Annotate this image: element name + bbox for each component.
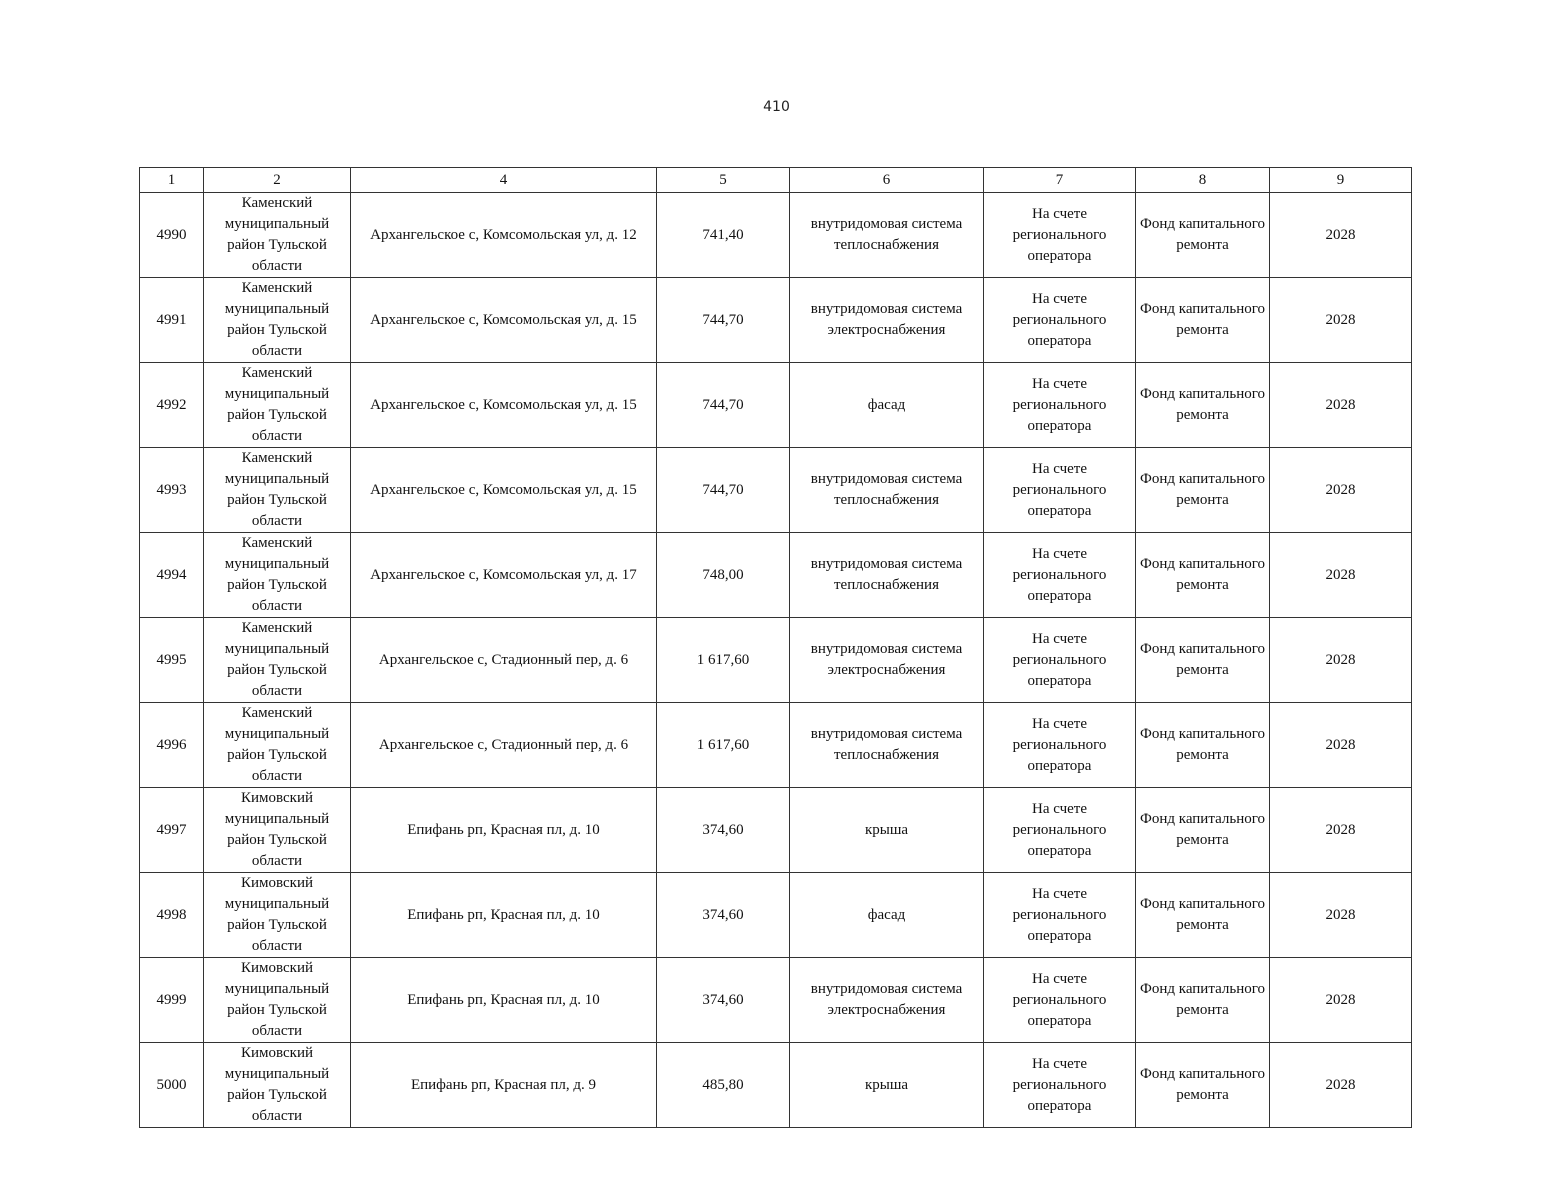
- planned-year-cell: 2028: [1270, 448, 1412, 533]
- repair-type-cell: крыша: [790, 788, 984, 873]
- column-header: 5: [657, 168, 790, 193]
- column-header: 2: [204, 168, 351, 193]
- account-method-cell: На счете регионального оператора: [984, 533, 1136, 618]
- area-cell: 741,40: [657, 193, 790, 278]
- column-header: 1: [140, 168, 204, 193]
- address-cell: Епифань рп, Красная пл, д. 10: [351, 958, 657, 1043]
- account-method-cell: На счете регионального оператора: [984, 278, 1136, 363]
- table-row: [140, 193, 1412, 278]
- area-cell: 744,70: [657, 278, 790, 363]
- district-cell: Кимовский муниципальный район Тульской области: [204, 958, 351, 1043]
- area-cell: 1 617,60: [657, 703, 790, 788]
- fund-owner-cell: Фонд капитального ремонта: [1136, 1043, 1270, 1128]
- address-cell: Архангельское с, Комсомольская ул, д. 17: [351, 533, 657, 618]
- fund-owner-cell: Фонд капитального ремонта: [1136, 193, 1270, 278]
- district-cell: Кимовский муниципальный район Тульской области: [204, 1043, 351, 1128]
- fund-owner-cell: Фонд капитального ремонта: [1136, 703, 1270, 788]
- account-method-cell: На счете регионального оператора: [984, 448, 1136, 533]
- area-cell: 374,60: [657, 873, 790, 958]
- table-row: [140, 1043, 1412, 1128]
- table-row: [140, 873, 1412, 958]
- row-number-cell: 4993: [140, 448, 204, 533]
- planned-year-cell: 2028: [1270, 873, 1412, 958]
- address-cell: Епифань рп, Красная пл, д. 9: [351, 1043, 657, 1128]
- planned-year-cell: 2028: [1270, 788, 1412, 873]
- district-cell: Кимовский муниципальный район Тульской области: [204, 788, 351, 873]
- table-row: [140, 363, 1412, 448]
- fund-owner-cell: Фонд капитального ремонта: [1136, 448, 1270, 533]
- fund-owner-cell: Фонд капитального ремонта: [1136, 533, 1270, 618]
- row-number-cell: 4992: [140, 363, 204, 448]
- column-header: 9: [1270, 168, 1412, 193]
- district-cell: Каменский муниципальный район Тульской области: [204, 363, 351, 448]
- repair-type-cell: внутридомовая система электроснабжения: [790, 958, 984, 1043]
- fund-owner-cell: Фонд капитального ремонта: [1136, 788, 1270, 873]
- table-row: [140, 703, 1412, 788]
- account-method-cell: На счете регионального оператора: [984, 193, 1136, 278]
- row-number-cell: 4996: [140, 703, 204, 788]
- district-cell: Кимовский муниципальный район Тульской области: [204, 873, 351, 958]
- fund-owner-cell: Фонд капитального ремонта: [1136, 618, 1270, 703]
- repair-type-cell: фасад: [790, 873, 984, 958]
- area-cell: 374,60: [657, 958, 790, 1043]
- address-cell: Архангельское с, Комсомольская ул, д. 12: [351, 193, 657, 278]
- district-cell: Каменский муниципальный район Тульской области: [204, 533, 351, 618]
- district-cell: Каменский муниципальный район Тульской области: [204, 278, 351, 363]
- repair-type-cell: внутридомовая система теплоснабжения: [790, 448, 984, 533]
- area-cell: 374,60: [657, 788, 790, 873]
- area-cell: 485,80: [657, 1043, 790, 1128]
- row-number-cell: 4991: [140, 278, 204, 363]
- row-number-cell: 4990: [140, 193, 204, 278]
- address-cell: Епифань рп, Красная пл, д. 10: [351, 873, 657, 958]
- account-method-cell: На счете регионального оператора: [984, 618, 1136, 703]
- account-method-cell: На счете регионального оператора: [984, 958, 1136, 1043]
- repair-type-cell: фасад: [790, 363, 984, 448]
- row-number-cell: 4998: [140, 873, 204, 958]
- planned-year-cell: 2028: [1270, 363, 1412, 448]
- account-method-cell: На счете регионального оператора: [984, 873, 1136, 958]
- area-cell: 744,70: [657, 448, 790, 533]
- address-cell: Архангельское с, Комсомольская ул, д. 15: [351, 448, 657, 533]
- account-method-cell: На счете регионального оператора: [984, 1043, 1136, 1128]
- planned-year-cell: 2028: [1270, 618, 1412, 703]
- row-number-cell: 4995: [140, 618, 204, 703]
- repair-type-cell: внутридомовая система электроснабжения: [790, 278, 984, 363]
- planned-year-cell: 2028: [1270, 958, 1412, 1043]
- table-row: [140, 618, 1412, 703]
- header-row: [140, 168, 1412, 193]
- address-cell: Архангельское с, Стадионный пер, д. 6: [351, 618, 657, 703]
- account-method-cell: На счете регионального оператора: [984, 703, 1136, 788]
- planned-year-cell: 2028: [1270, 193, 1412, 278]
- column-header: 8: [1136, 168, 1270, 193]
- row-number-cell: 4997: [140, 788, 204, 873]
- area-cell: 1 617,60: [657, 618, 790, 703]
- page-number: 410: [763, 99, 790, 115]
- address-cell: Архангельское с, Комсомольская ул, д. 15: [351, 363, 657, 448]
- district-cell: Каменский муниципальный район Тульской области: [204, 703, 351, 788]
- area-cell: 744,70: [657, 363, 790, 448]
- address-cell: Епифань рп, Красная пл, д. 10: [351, 788, 657, 873]
- repair-type-cell: внутридомовая система теплоснабжения: [790, 533, 984, 618]
- area-cell: 748,00: [657, 533, 790, 618]
- address-cell: Архангельское с, Комсомольская ул, д. 15: [351, 278, 657, 363]
- planned-year-cell: 2028: [1270, 278, 1412, 363]
- district-cell: Каменский муниципальный район Тульской области: [204, 193, 351, 278]
- fund-owner-cell: Фонд капитального ремонта: [1136, 363, 1270, 448]
- repair-type-cell: крыша: [790, 1043, 984, 1128]
- fund-owner-cell: Фонд капитального ремонта: [1136, 873, 1270, 958]
- account-method-cell: На счете регионального оператора: [984, 363, 1136, 448]
- repair-type-cell: внутридомовая система теплоснабжения: [790, 703, 984, 788]
- table-row: [140, 788, 1412, 873]
- table-body: [140, 193, 1412, 1128]
- planned-year-cell: 2028: [1270, 703, 1412, 788]
- table-row: [140, 533, 1412, 618]
- planned-year-cell: 2028: [1270, 1043, 1412, 1128]
- repair-type-cell: внутридомовая система теплоснабжения: [790, 193, 984, 278]
- row-number-cell: 4994: [140, 533, 204, 618]
- table-row: [140, 958, 1412, 1043]
- district-cell: Каменский муниципальный район Тульской области: [204, 618, 351, 703]
- table-header: [140, 168, 1412, 193]
- column-header: 4: [351, 168, 657, 193]
- fund-owner-cell: Фонд капитального ремонта: [1136, 278, 1270, 363]
- fund-owner-cell: Фонд капитального ремонта: [1136, 958, 1270, 1043]
- district-cell: Каменский муниципальный район Тульской области: [204, 448, 351, 533]
- column-header: 6: [790, 168, 984, 193]
- column-header: 7: [984, 168, 1136, 193]
- repair-type-cell: внутридомовая система электроснабжения: [790, 618, 984, 703]
- row-number-cell: 5000: [140, 1043, 204, 1128]
- planned-year-cell: 2028: [1270, 533, 1412, 618]
- row-number-cell: 4999: [140, 958, 204, 1043]
- capital-repair-table: [139, 167, 1412, 1128]
- address-cell: Архангельское с, Стадионный пер, д. 6: [351, 703, 657, 788]
- table-row: [140, 278, 1412, 363]
- account-method-cell: На счете регионального оператора: [984, 788, 1136, 873]
- table-row: [140, 448, 1412, 533]
